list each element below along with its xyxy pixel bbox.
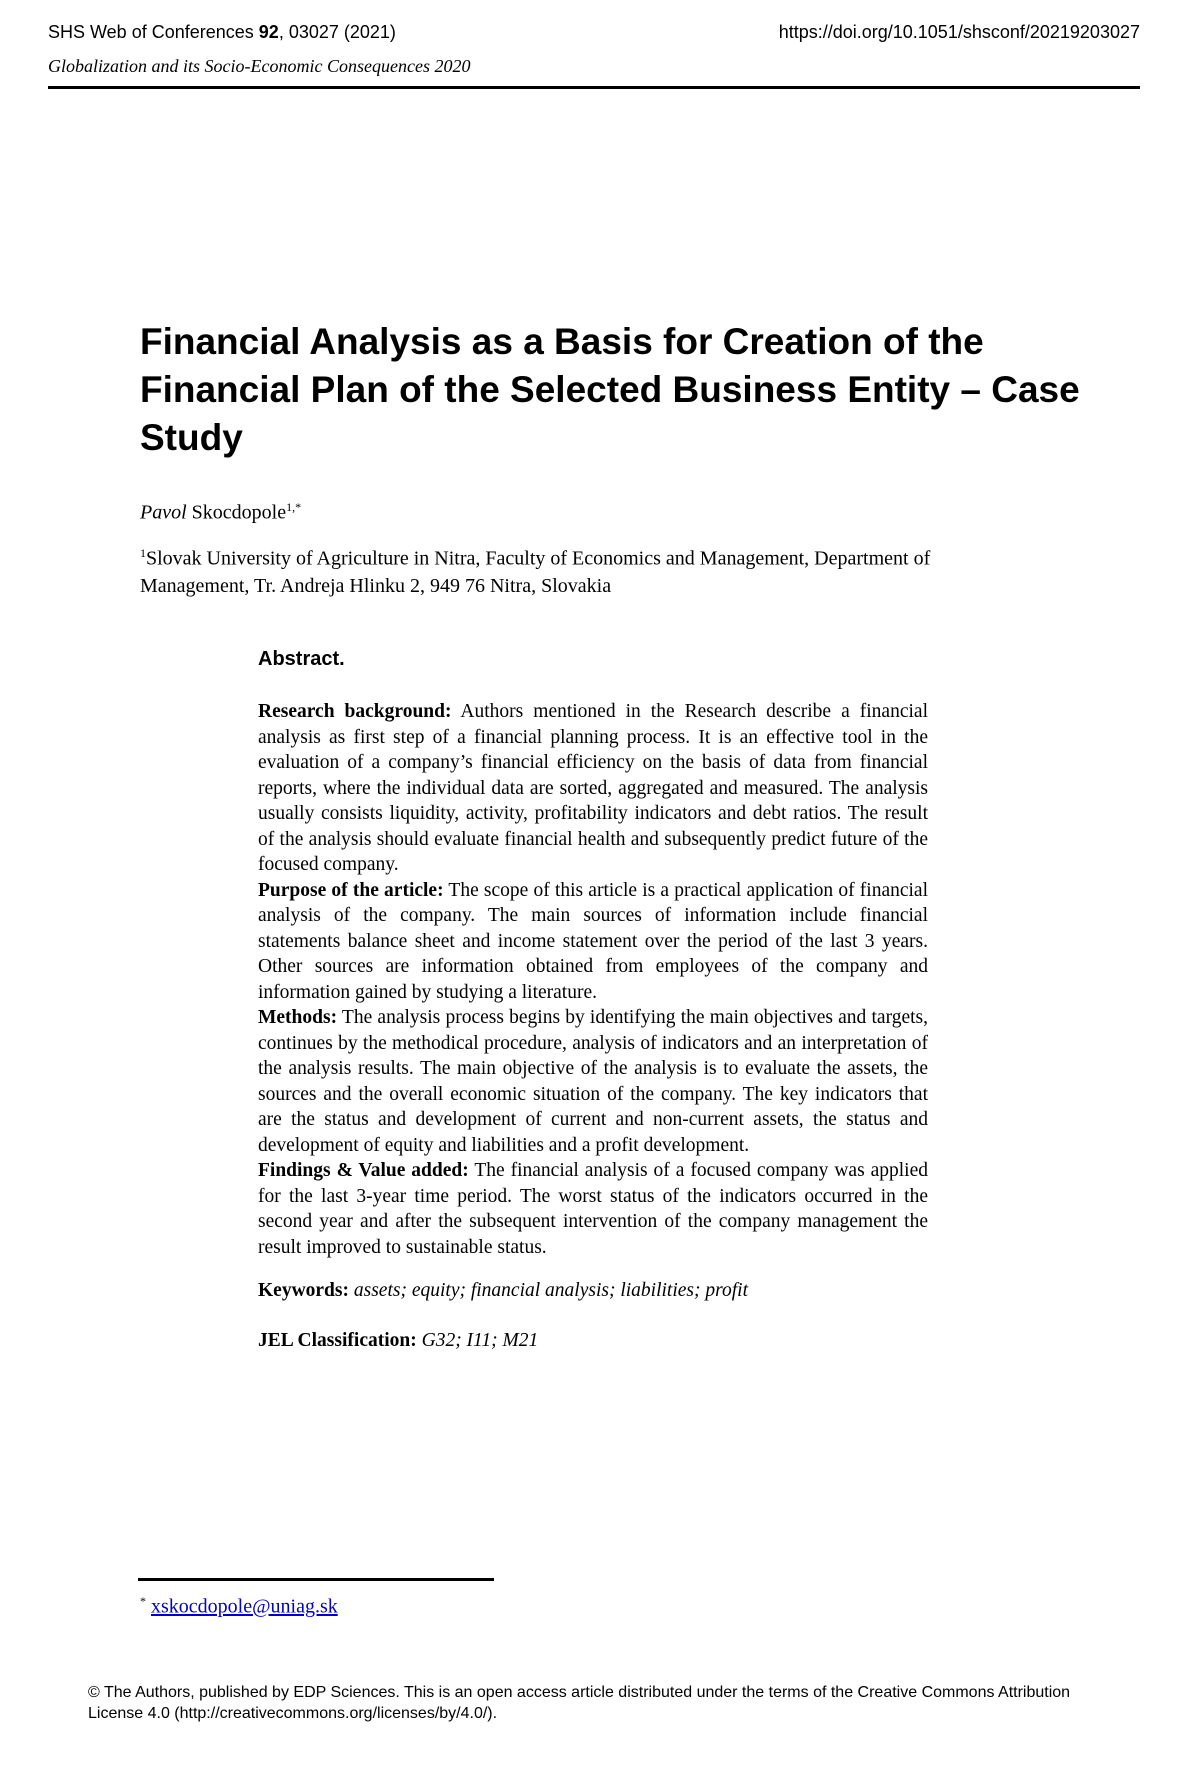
footnote-mark: * bbox=[140, 1594, 146, 1608]
section-text: The financial analysis of a focused company was applied for the last 3-year time period. The worst status of the indicators occurred in the second year and after the subsequent intervention of the company management the result improved to sustainable status. bbox=[258, 1160, 928, 1258]
author-email-link[interactable]: xskocdopole@uniag.sk bbox=[151, 1595, 338, 1618]
author-first-name: Pavol bbox=[140, 501, 187, 524]
section-text: The scope of this article is a practical application of financial analysis of the company. The main sources of information include financial statements balance sheet and income statement over the period of the last 3 years. Other sources are information obtained from employees of the company and information gained by studying a literature. bbox=[258, 879, 928, 1003]
section-label: Findings & Value added: bbox=[258, 1160, 469, 1181]
journal-citation bbox=[48, 22, 396, 43]
paper-title: Financial Analysis as a Basis for Creation of the Financial Plan of the Selected Business Entity – Case Study bbox=[140, 321, 1080, 458]
footnote-divider bbox=[138, 1578, 494, 1581]
section-label: Research background: bbox=[258, 701, 452, 722]
keywords bbox=[258, 1280, 928, 1302]
header-divider bbox=[48, 86, 1140, 89]
section-label: Methods: bbox=[258, 1007, 338, 1028]
section-label: Purpose of the article: bbox=[258, 879, 444, 901]
abstract-body bbox=[258, 699, 928, 1260]
conference-name: Globalization and its Socio-Economic Consequences 2020 bbox=[48, 56, 471, 76]
abstract-research-background bbox=[258, 699, 928, 878]
article-reference: , 03027 (2021) bbox=[278, 22, 396, 42]
abstract-purpose bbox=[258, 878, 928, 1006]
abstract-heading: Abstract. bbox=[258, 648, 345, 670]
jel-codes: G32; I11; M21 bbox=[416, 1330, 539, 1351]
author-marks: 1,* bbox=[286, 500, 302, 514]
footnote bbox=[140, 1594, 338, 1619]
affiliation-text: Slovak University of Agriculture in Nitra, Faculty of Economics and Management, Department of Management, Tr. Andreja Hlinku 2, 949 76 Nitra, Slovakia bbox=[140, 547, 931, 597]
journal-name: SHS Web of Conferences bbox=[48, 22, 259, 42]
keywords-list: assets; equity; financial analysis; liabilities; profit bbox=[349, 1280, 748, 1301]
affiliation-mark: 1 bbox=[140, 546, 146, 560]
author-line bbox=[140, 500, 301, 525]
abstract-block bbox=[258, 648, 928, 1352]
license-notice: © The Authors, published by EDP Sciences. This is an open access article distributed under the terms of the Creative Commons Attribution License 4.0 (http://creativecommons.org/licenses/by/4.0/). bbox=[88, 1684, 1071, 1722]
section-text: The analysis process begins by identifying the main objectives and targets, continues by the methodical procedure, analysis of indicators and an interpretation of the analysis results. The main objective of the analysis is to evaluate the assets, the sources and the overall economic situation of the company. The key indicators that are the status and development of current and non-current assets, the status and development of equity and liabilities and a profit development. bbox=[258, 1007, 928, 1156]
author-last-name: Skocdopole bbox=[186, 501, 287, 524]
jel-classification bbox=[258, 1330, 928, 1352]
abstract-findings bbox=[258, 1158, 928, 1260]
jel-label: JEL Classification: bbox=[258, 1330, 417, 1351]
abstract-methods bbox=[258, 1005, 928, 1158]
journal-volume: 92 bbox=[258, 22, 279, 42]
doi-link[interactable]: https://doi.org/10.1051/shsconf/20219203027 bbox=[778, 22, 1140, 42]
section-text: Authors mentioned in the Research describe a financial analysis as first step of a financial planning process. It is an effective tool in the evaluation of a company’s financial efficiency on the basis of data from financial reports, where the individual data are sorted, aggregated and measured. The analysis usually consists liquidity, activity, profitability indicators and debt ratios. The result of the analysis should evaluate financial health and subsequently predict future of the focused company. bbox=[258, 701, 928, 875]
affiliation bbox=[140, 540, 1040, 600]
keywords-label: Keywords: bbox=[258, 1280, 349, 1301]
